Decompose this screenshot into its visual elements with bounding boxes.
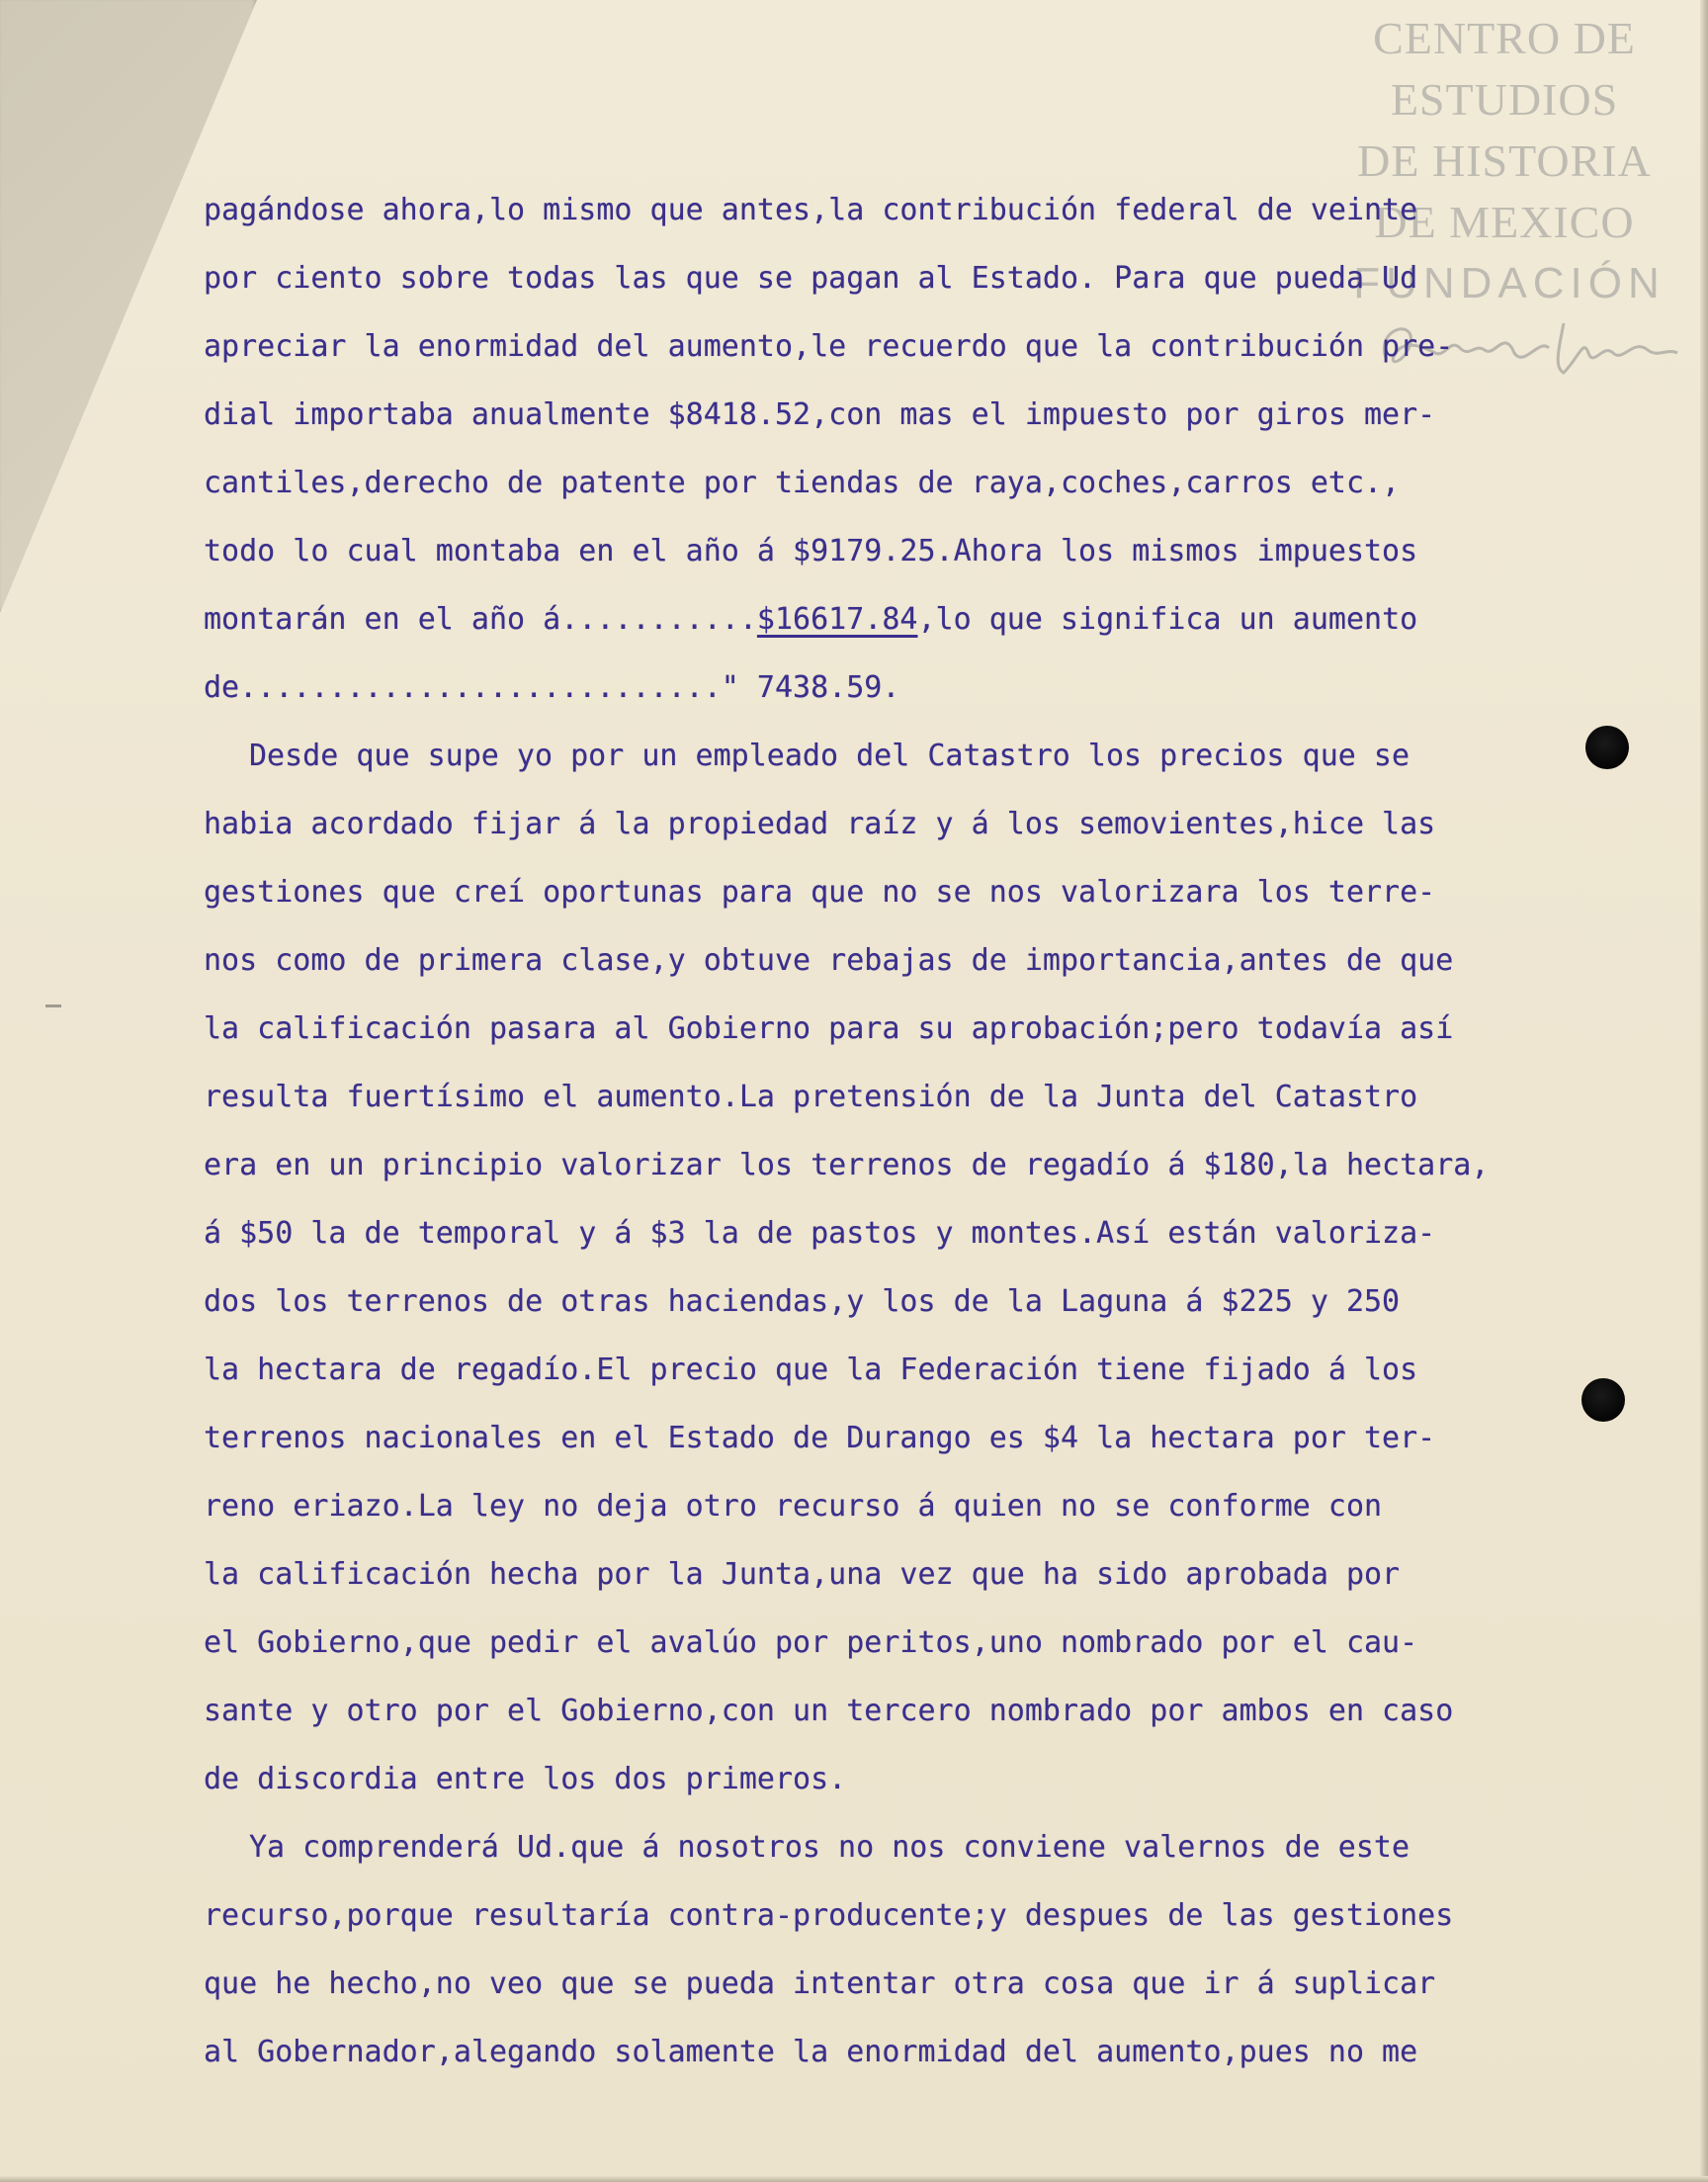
text-line: sante y otro por el Gobierno,con un tercero nombrado por ambos en caso	[204, 1694, 1454, 1728]
text-line: todo lo cual montaba en el año á $9179.25.Ahora los mismos impuestos	[204, 534, 1418, 568]
text-line: la hectara de regadío.El precio que la Federación tiene fijado á los	[204, 1353, 1418, 1387]
underlined-amount: $16617.84	[756, 602, 918, 637]
watermark-line-2: ESTUDIOS	[1390, 74, 1619, 125]
text-line: dos los terrenos de otras haciendas,y los de la Laguna á $225 y 250	[204, 1284, 1401, 1319]
text-line: por ciento sobre todas las que se pagan al Estado. Para que pueda Ud	[204, 261, 1418, 296]
text-line: la calificación pasara al Gobierno para su aprobación;pero todavía así	[204, 1011, 1454, 1046]
watermark-line-1: CENTRO DE	[1373, 13, 1636, 63]
text-line: el Gobierno,que pedir el avalúo por peritos,uno nombrado por el cau-	[204, 1625, 1418, 1660]
text-line: de..........................." 7438.59.	[204, 670, 900, 705]
text-line: recurso,porque resultaría contra-producente;y despues de las gestiones	[204, 1898, 1454, 1933]
text-line: que he hecho,no veo que se pueda intentar otra cosa que ir á suplicar	[204, 1966, 1436, 2001]
text-line: pagándose ahora,lo mismo que antes,la contribución federal de veinte	[204, 193, 1418, 227]
text-line: gestiones que creí oportunas para que no se nos valorizara los terre-	[204, 875, 1436, 910]
text-line: nos como de primera clase,y obtuve rebajas de importancia,antes de que	[204, 943, 1454, 978]
text-line: de discordia entre los dos primeros.	[204, 1762, 847, 1796]
text-line: era en un principio valorizar los terrenos de regadío á $180,la hectara,	[204, 1148, 1490, 1182]
watermark-line-4: DE MEXICO	[1374, 197, 1635, 247]
margin-mark	[45, 1004, 61, 1007]
text-line: dial importaba anualmente $8418.52,con mas el impuesto por giros mer-	[204, 397, 1436, 432]
text-line-end: ,lo que significa un aumento	[917, 602, 1418, 637]
text-line	[204, 585, 1657, 654]
watermark-line-3: DE HISTORIA	[1357, 135, 1652, 186]
text-line: terrenos nacionales en el Estado de Durango es $4 la hectara por ter-	[204, 1421, 1436, 1455]
text-line-start: montarán en el año á...........	[204, 602, 757, 637]
text-line: la calificación hecha por la Junta,una vez que ha sido aprobada por	[204, 1557, 1401, 1592]
text-line: reno eriazo.La ley no deja otro recurso á quien no se conforme con	[204, 1489, 1383, 1524]
letter-body	[204, 176, 1657, 2086]
text-line: cantiles,derecho de patente por tiendas de raya,coches,carros etc.,	[204, 466, 1401, 500]
text-line: habia acordado fijar á la propiedad raíz y á los semovientes,hice las	[204, 807, 1436, 841]
text-line: Desde que supe yo por un empleado del Catastro los precios que se	[249, 739, 1409, 773]
text-line: resulta fuertísimo el aumento.La pretensión de la Junta del Catastro	[204, 1080, 1418, 1114]
text-line: al Gobernador,alegando solamente la enormidad del aumento,pues no me	[204, 2035, 1418, 2069]
text-line: á $50 la de temporal y á $3 la de pastos y montes.Así están valoriza-	[204, 1216, 1436, 1251]
watermark-line-5: FUNDACIÓN	[1353, 259, 1665, 307]
text-line: Ya comprenderá Ud.que á nosotros no nos conviene valernos de este	[249, 1830, 1409, 1865]
text-line: apreciar la enormidad del aumento,le recuerdo que la contribución pre-	[204, 329, 1454, 364]
page-edge-bottom	[0, 2176, 1708, 2182]
page-edge-right	[1700, 0, 1708, 2182]
